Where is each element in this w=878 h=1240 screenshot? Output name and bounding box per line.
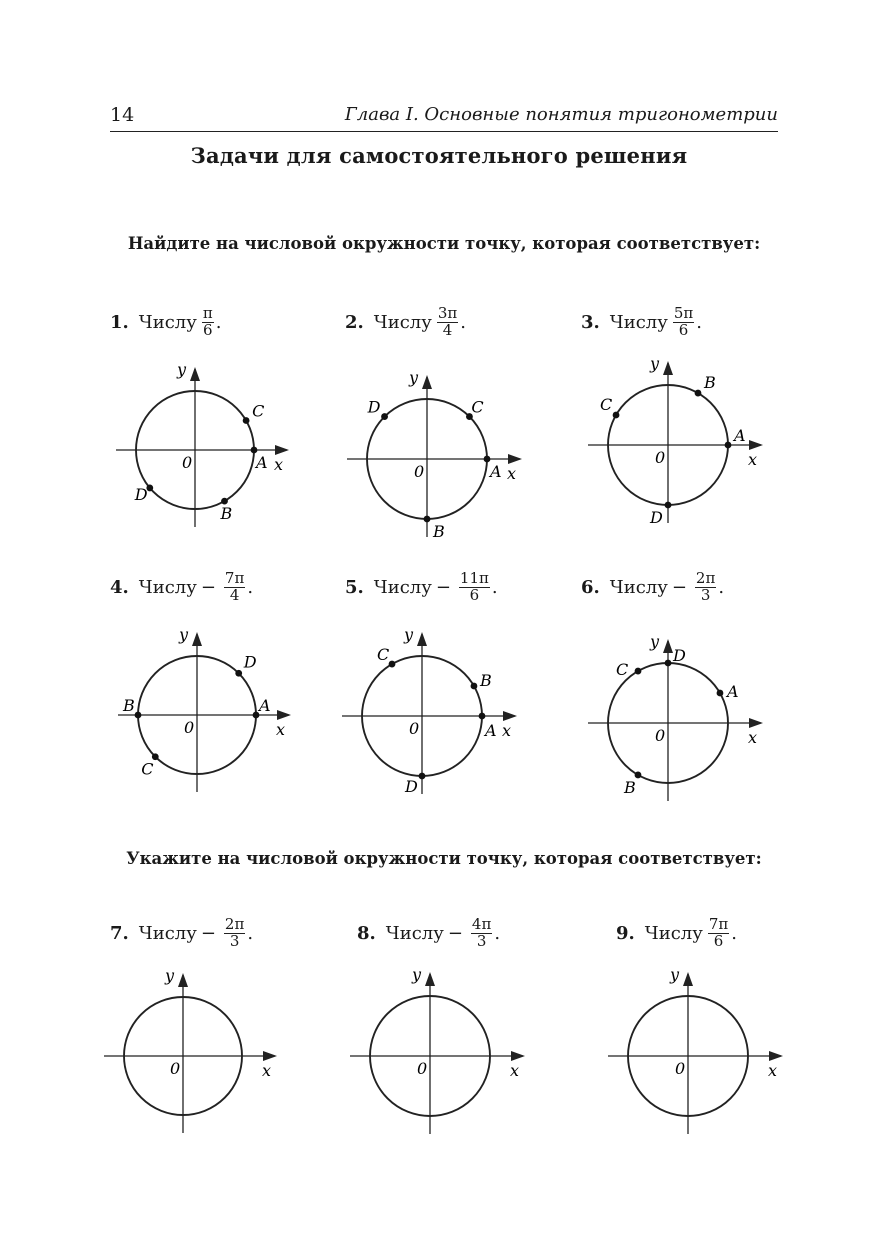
header-rule	[110, 131, 778, 132]
point-C-marker	[243, 417, 250, 424]
y-axis-label: y	[670, 965, 680, 984]
fraction	[695, 571, 716, 604]
unit-circle-diagram-8	[334, 960, 526, 1152]
fraction-numerator: 3π	[437, 304, 458, 322]
problem-number: 9.	[616, 922, 635, 944]
point-A-label: A	[259, 696, 271, 715]
minus-sign: −	[435, 576, 451, 598]
fraction-numerator: 4π	[471, 915, 492, 933]
fraction-denominator: 6	[469, 585, 480, 604]
point-B-marker	[471, 683, 478, 690]
problem-number: 6.	[581, 576, 600, 598]
x-axis-arrow-icon	[275, 445, 289, 455]
point-B-marker	[135, 712, 142, 719]
x-axis-arrow-icon	[511, 1051, 525, 1061]
x-axis-label: x	[748, 450, 758, 469]
problem-8-caption: 8. Числу − $\frac{4\pi}{3}$ .	[357, 915, 501, 950]
y-axis-label: y	[650, 632, 660, 651]
problem-word: Числу	[644, 922, 703, 944]
y-axis-label: y	[179, 625, 189, 644]
point-C-label: C	[252, 401, 265, 421]
fraction-denominator: 3	[229, 931, 240, 950]
point-B-label: B	[624, 777, 636, 797]
point-D-label: D	[367, 397, 381, 417]
unit-circle-diagram-3	[572, 349, 764, 541]
origin-label: 0	[675, 1059, 686, 1078]
problem-word: Числу	[373, 576, 432, 598]
problem-number: 3.	[581, 311, 600, 333]
point-A-label: A	[256, 453, 268, 472]
x-axis-label: x	[510, 1061, 520, 1080]
point-C-label: C	[616, 660, 629, 680]
page-number: 14	[110, 104, 135, 126]
problem-word: Числу	[385, 922, 444, 944]
problem-2-caption: 2. Числу $\frac{3\pi}{4}$ .	[345, 304, 466, 339]
y-axis-arrow-icon	[192, 632, 202, 646]
unit-circle-diagram-1	[100, 355, 290, 545]
point-C-label: C	[600, 395, 613, 414]
point-D-marker	[235, 670, 242, 677]
origin-label: 0	[417, 1059, 428, 1078]
point-B-label: B	[704, 373, 716, 393]
point-C-label: C	[471, 397, 484, 417]
instruction-find: Найдите на числовой окружности точку, которая соответствует:	[127, 234, 761, 253]
problem-6-caption: 6. Числу − $\frac{2\pi}{3}$ .	[581, 569, 725, 604]
origin-label: 0	[184, 718, 195, 737]
point-B-marker	[695, 390, 702, 397]
problem-word: Числу	[138, 922, 197, 944]
y-axis-label: y	[404, 625, 414, 644]
problem-word: Числу	[609, 311, 668, 333]
point-D-marker	[665, 502, 672, 509]
origin-label: 0	[414, 462, 425, 481]
point-A-label: A	[485, 721, 497, 740]
problem-7-caption: 7. Числу − $\frac{2\pi}{3}$ .	[110, 915, 254, 950]
point-D-marker	[665, 660, 672, 667]
origin-label: 0	[655, 448, 666, 467]
point-A-marker	[717, 690, 724, 697]
fraction-numerator: 7π	[224, 569, 245, 587]
unit-circle-diagram-5	[326, 620, 518, 812]
point-C-label: C	[377, 645, 390, 665]
problem-number: 7.	[110, 922, 129, 944]
y-axis-label: y	[177, 360, 187, 379]
fraction	[459, 571, 490, 604]
fraction	[471, 917, 492, 950]
point-B-marker	[424, 516, 431, 523]
point-A-marker	[725, 442, 732, 449]
x-axis-arrow-icon	[749, 440, 763, 450]
problem-1-caption: 1. Числу $\frac{\pi}{6}$ .	[110, 304, 222, 339]
x-axis-label: x	[262, 1061, 272, 1080]
point-D-label: D	[405, 777, 418, 796]
point-C-marker	[613, 412, 620, 419]
minus-sign: −	[200, 922, 216, 944]
problem-word: Числу	[609, 576, 668, 598]
point-D-label: D	[650, 508, 663, 527]
problem-number: 2.	[345, 311, 364, 333]
x-axis-label: x	[502, 721, 512, 740]
fraction	[224, 571, 245, 604]
point-B-label: B	[479, 671, 492, 690]
problem-3-caption: 3. Числу $\frac{5\pi}{6}$ .	[581, 304, 702, 339]
y-axis-label: y	[412, 965, 422, 984]
fraction-denominator: 6	[202, 320, 213, 339]
x-axis-label: x	[507, 464, 517, 483]
y-axis-label: y	[650, 354, 660, 373]
fraction-denominator: 4	[442, 320, 453, 339]
y-axis-label: y	[409, 368, 419, 387]
x-axis-arrow-icon	[503, 711, 517, 721]
fraction-denominator: 3	[700, 585, 711, 604]
point-B-label: B	[123, 696, 135, 715]
minus-sign: −	[671, 576, 687, 598]
x-axis-arrow-icon	[263, 1051, 277, 1061]
point-C-marker	[389, 661, 396, 668]
minus-sign: −	[447, 922, 463, 944]
y-axis-arrow-icon	[178, 973, 188, 987]
origin-label: 0	[655, 726, 666, 745]
x-axis-arrow-icon	[769, 1051, 783, 1061]
x-axis-arrow-icon	[277, 710, 291, 720]
point-A-marker	[479, 713, 486, 720]
x-axis-arrow-icon	[508, 454, 522, 464]
fraction-numerator: 11π	[459, 569, 489, 587]
point-D-label: D	[134, 484, 148, 504]
problem-4-caption: 4. Числу − $\frac{7\pi}{4}$ .	[110, 569, 254, 604]
origin-label: 0	[182, 453, 193, 472]
fraction-denominator: 6	[713, 931, 724, 950]
problem-word: Числу	[138, 576, 197, 598]
x-axis-label: x	[274, 455, 284, 474]
y-axis-arrow-icon	[425, 972, 435, 986]
minus-sign: −	[200, 576, 216, 598]
problem-word: Числу	[138, 311, 197, 333]
unit-circle-diagram-2	[331, 363, 523, 555]
point-D-label: D	[243, 652, 257, 672]
problem-number: 8.	[357, 922, 376, 944]
y-axis-arrow-icon	[417, 632, 427, 646]
x-axis-arrow-icon	[749, 718, 763, 728]
section-title: Задачи для самостоятельного решения	[190, 143, 688, 168]
point-A-label: A	[490, 462, 502, 481]
fraction-numerator: 2π	[695, 569, 716, 587]
problem-number: 1.	[110, 311, 129, 333]
point-B-label: B	[433, 522, 445, 541]
fraction	[202, 306, 214, 339]
y-axis-label: y	[165, 966, 175, 985]
fraction-numerator: π	[202, 304, 213, 322]
problem-5-caption: 5. Числу − $\frac{11\pi}{6}$ .	[345, 569, 498, 604]
problem-word: Числу	[373, 311, 432, 333]
point-C-label: C	[141, 759, 154, 779]
fraction-denominator: 4	[229, 585, 240, 604]
y-axis-arrow-icon	[663, 361, 673, 375]
y-axis-arrow-icon	[663, 639, 673, 653]
y-axis-arrow-icon	[422, 375, 432, 389]
unit-circle-diagram-7	[88, 961, 278, 1151]
x-axis-label: x	[748, 728, 758, 747]
origin-label: 0	[409, 719, 420, 738]
problem-9-caption: 9. Числу $\frac{7\pi}{6}$ .	[616, 915, 737, 950]
y-axis-arrow-icon	[683, 972, 693, 986]
point-A-label: A	[726, 682, 739, 701]
fraction-denominator: 6	[678, 320, 689, 339]
x-axis-label: x	[768, 1061, 778, 1080]
fraction	[708, 917, 729, 950]
point-C-marker	[635, 668, 642, 675]
point-D-marker	[419, 773, 426, 780]
point-B-label: B	[220, 504, 233, 524]
fraction-numerator: 2π	[224, 915, 245, 933]
fraction	[224, 917, 245, 950]
x-axis-label: x	[276, 720, 286, 739]
origin-label: 0	[170, 1059, 181, 1078]
y-axis-arrow-icon	[190, 367, 200, 381]
instruction-mark: Укажите на числовой окружности точку, которая соответствует:	[126, 849, 762, 868]
problem-number: 5.	[345, 576, 364, 598]
point-D-label: D	[673, 646, 686, 665]
fraction-numerator: 5π	[673, 304, 694, 322]
fraction-numerator: 7π	[708, 915, 729, 933]
fraction	[673, 306, 694, 339]
fraction-denominator: 3	[476, 931, 487, 950]
unit-circle-diagram-9	[592, 960, 784, 1152]
problem-number: 4.	[110, 576, 129, 598]
running-title: Глава I. Основные понятия тригонометрии	[344, 104, 778, 125]
unit-circle-diagram-4	[102, 620, 292, 810]
fraction	[437, 306, 458, 339]
point-D-marker	[381, 413, 388, 420]
unit-circle-diagram-6	[572, 627, 764, 819]
point-A-label: A	[734, 426, 746, 445]
